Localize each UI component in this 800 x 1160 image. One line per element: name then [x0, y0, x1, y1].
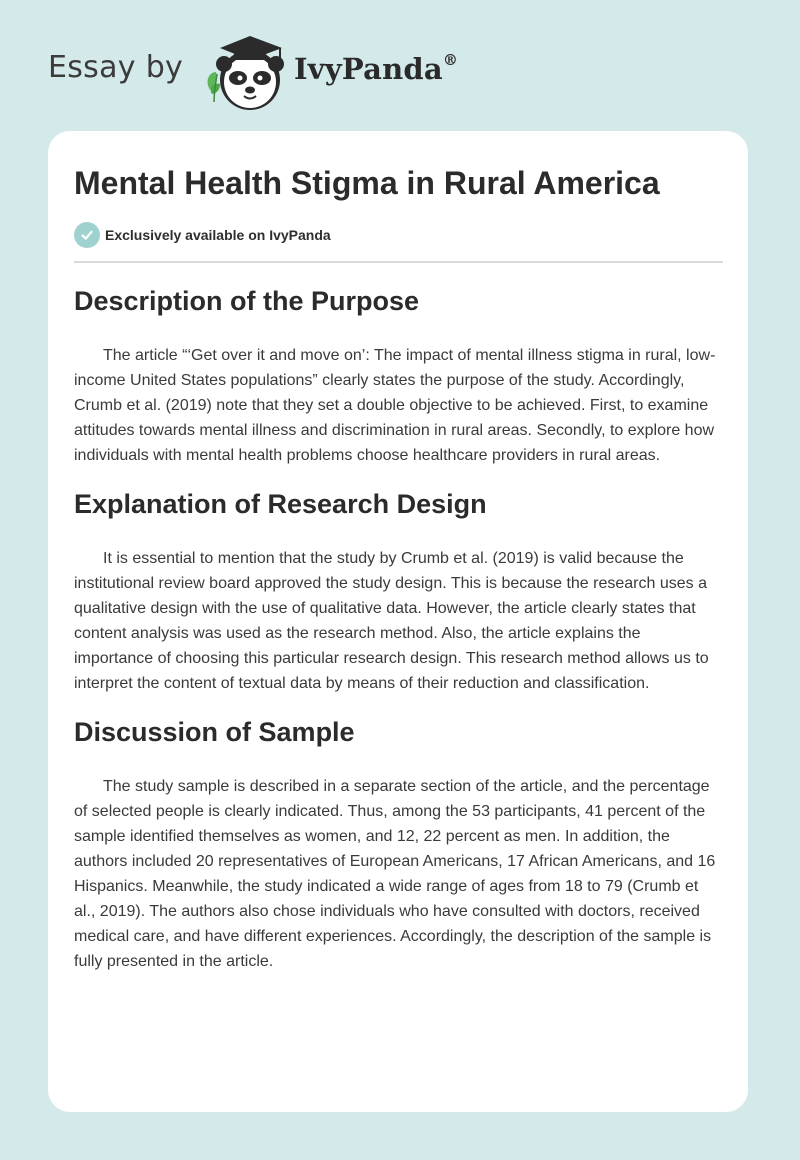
- section-paragraph-purpose: The article “‘Get over it and move on’: The impact of mental illness stigma in rural, low-income United States populations” clearly states the purpose of the study. Accordingly, Crumb et al. (2019) note that they set a double objective to be achieved. First, to examine attitudes towards mental illness and discrimination in rural areas. Secondly, to explore how individuals with mental health problems choose healthcare providers in rural areas.: [74, 347, 716, 464]
- brand-name-text[interactable]: IvyPanda: [294, 52, 443, 86]
- essay-by-label: Essay by: [48, 50, 184, 85]
- section-paragraph-research-design: It is essential to mention that the study by Crumb et al. (2019) is valid because the institutional review board approved the study design. This is because the research uses a qualitative design with the use of qualitative data. However, the article clearly states that content analysis was used as the research method. Also, the article explains the importance of choosing this particular research design. This research method allows us to interpret the content of textual data by means of their reduction and classification.: [74, 550, 709, 692]
- exclusive-badge-text: Exclusively available on IvyPanda: [105, 227, 331, 243]
- section-heading-purpose: Description of the Purpose: [74, 286, 420, 316]
- section-paragraph-sample: The study sample is described in a separate section of the article, and the percentage of selected people is clearly indicated. Thus, among the 53 participants, 41 percent of the sample identified themselves as women, and 12, 22 percent as men. In addition, the authors included 20 representatives of European Americans, 17 African Americans, and 16 Hispanics. Meanwhile, the study indicated a wide range of ages from 18 to 79 (Crumb et al., 2019). The authors also chose individuals who have consulted with doctors, received medical care, and have different experiences. Accordingly, the description of the sample is fully presented in the article.: [74, 778, 716, 970]
- registered-mark: ®: [442, 51, 459, 70]
- panda-logo-icon[interactable]: [200, 30, 292, 114]
- article-body: [74, 281, 724, 990]
- checkmark-icon: [74, 222, 100, 248]
- article-title: Mental Health Stigma in Rural America: [74, 165, 660, 201]
- site-header: [48, 30, 548, 114]
- exclusive-badge: [74, 222, 331, 248]
- section-heading-research-design: Explanation of Research Design: [74, 489, 487, 519]
- section-heading-sample: Discussion of Sample: [74, 717, 355, 747]
- title-divider: [74, 261, 723, 263]
- article-card: [48, 131, 748, 1112]
- brand-name[interactable]: [294, 52, 458, 86]
